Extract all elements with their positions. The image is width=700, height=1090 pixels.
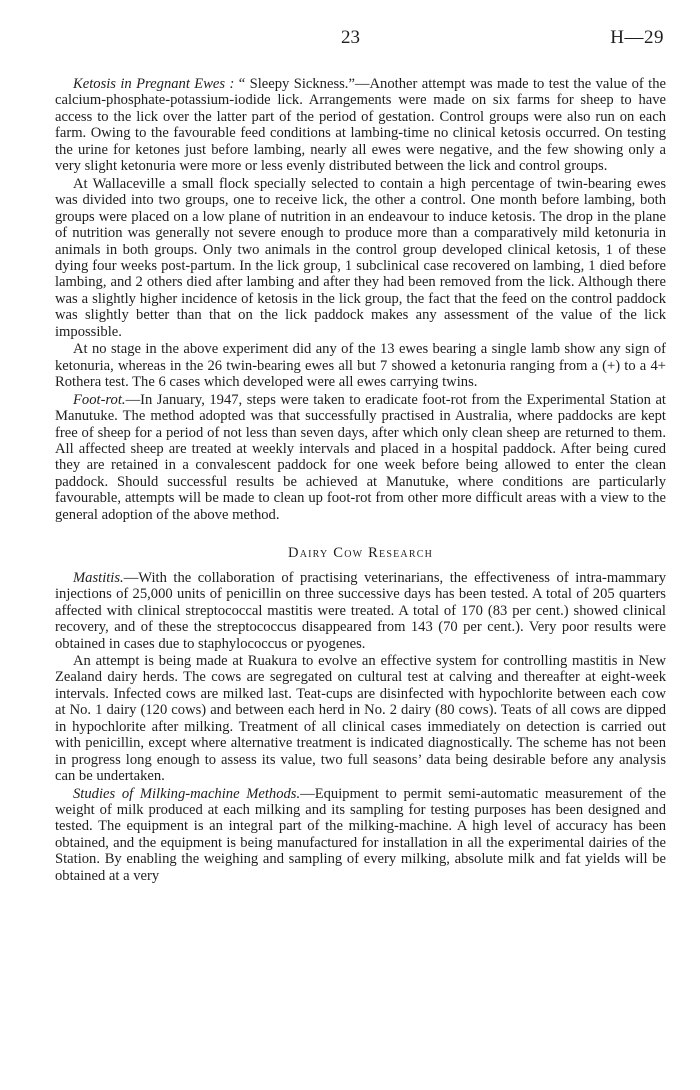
- milking-paragraph: [55, 786, 666, 885]
- document-reference: H—29: [610, 27, 664, 48]
- mastitis-paragraph-1-text: —With the collaboration of practising veterinarians, the effectiveness of intra-mammary injections of 25,000 units of penicillin on three successive days has been tested. A total of 205 quarters affected with clinical streptococcal mastitis were treated. A total of 170 (83 per cent.) showed clinical recovery, and of these the streptococcus disappeared from 143 (70 per cent.). Very poor results were obtained in cases due to staphylococcus or pyogenes.: [55, 569, 666, 652]
- ketosis-paragraph-1-text: “ Sleepy Sickness.”—Another attempt was made to test the value of the calcium-phosphate-potassium-iodide lick. Arrangements were made on six farms for sheep to have access to the lick over the latter part of the period of gestation. Control groups were also run on each farm. Owing to the favourable feed conditions at lambing-time no clinical ketosis occurred. On testing the urine for ketones just before lambing, nearly all ewes were negative, and the few showing only a very slight ketonuria were more or less evenly distributed between the lick and control groups.: [55, 76, 666, 175]
- page-header: [0, 27, 700, 52]
- page-number: 23: [341, 27, 360, 48]
- ketosis-paragraph-2: At Wallaceville a small flock specially selected to contain a high percentage of twin-bearing ewes was divided into two groups, one to receive lick, the other a control. One month before lambing, both groups were placed on a low plane of nutrition in an endeavour to induce ketosis. The drop in the plane of nutrition was generally not severe enough to produce more than a comparatively mild ketonuria in animals in both groups. Only two animals in the control group developed clinical ketosis, 1 of these dying four weeks post-partum. In the lick group, 1 subclinical case recovered on lambing, 1 died before lambing, and 2 others died after lambing and after they had been removed from the lick. Although there was a slightly higher incidence of ketosis in the lick group, the fact that the feed on the control paddock was slightly better than that on the lick paddock makes any assessment of the value of the lick impossible.: [55, 175, 666, 340]
- ketosis-paragraph-3: At no stage in the above experiment did any of the 13 ewes bearing a single lamb show any sign of ketonuria, whereas in the 26 twin-bearing ewes all but 7 showed a ketonuria ranging from a (+) to a 4+ Rothera test. The 6 cases which developed were all ewes carrying twins.: [55, 341, 666, 391]
- footrot-paragraph-text: —In January, 1947, steps were taken to eradicate foot-rot from the Experimental Station at Manutuke. The method adopted was that successfully practised in Australia, where paddocks are kept free of sheep for a period of not less than seven days, after which only clean sheep are returned to them. All affected sheep are treated at weekly intervals and placed in a hospital paddock. After being cured they are retained in a convalescent paddock for one week before being allowed to enter the clean paddock. Should successful results be achieved at Manutuke, where conditions are particularly favourable, attempts will be made to clean up foot-rot from other more difficult areas with a view to the general adoption of the above method.: [55, 391, 666, 523]
- ketosis-heading: Ketosis in Pregnant Ewes :: [73, 76, 235, 92]
- footrot-heading: Foot-rot.: [73, 391, 126, 408]
- section-heading-dairy-cow-research: Dairy Cow Research: [287, 545, 434, 562]
- document-body: [55, 76, 666, 884]
- mastitis-paragraph-1: [55, 570, 666, 652]
- milking-heading: Studies of Milking-machine Methods.: [73, 785, 301, 802]
- mastitis-heading: Mastitis.: [73, 569, 124, 586]
- ketosis-paragraph-1: [55, 76, 666, 175]
- footrot-paragraph: [55, 392, 666, 524]
- milking-paragraph-text: —Equipment to permit semi-automatic measurement of the weight of milk produced at each milking and its sampling for testing purposes has been designed and tested. The equipment is an integral part of the milking-machine. A high level of accuracy has been obtained, and the equipment is being manufactured for installation in all the experimental dairies of the Station. By enabling the weighing and sampling of every milking, absolute milk and fat yields will be obtained at a very: [55, 785, 666, 884]
- mastitis-paragraph-2: An attempt is being made at Ruakura to evolve an effective system for controlling mastitis in New Zealand dairy herds. The cows are segregated on cultural test at calving and thereafter at eight-week intervals. Infected cows are milked last. Teat-cups are disinfected with hypochlorite between each cow at No. 1 dairy (120 cows) and between each herd in No. 2 dairy (80 cows). Teats of all cows are dipped in hypochlorite after milking. Treatment of all clinical cases immediately on detection is carried out with penicillin, except where alternative treatment is indicated diagnostically. The scheme has not been in progress long enough to assess its value, two full seasons’ data being desirable before any analysis can be undertaken.: [55, 652, 666, 785]
